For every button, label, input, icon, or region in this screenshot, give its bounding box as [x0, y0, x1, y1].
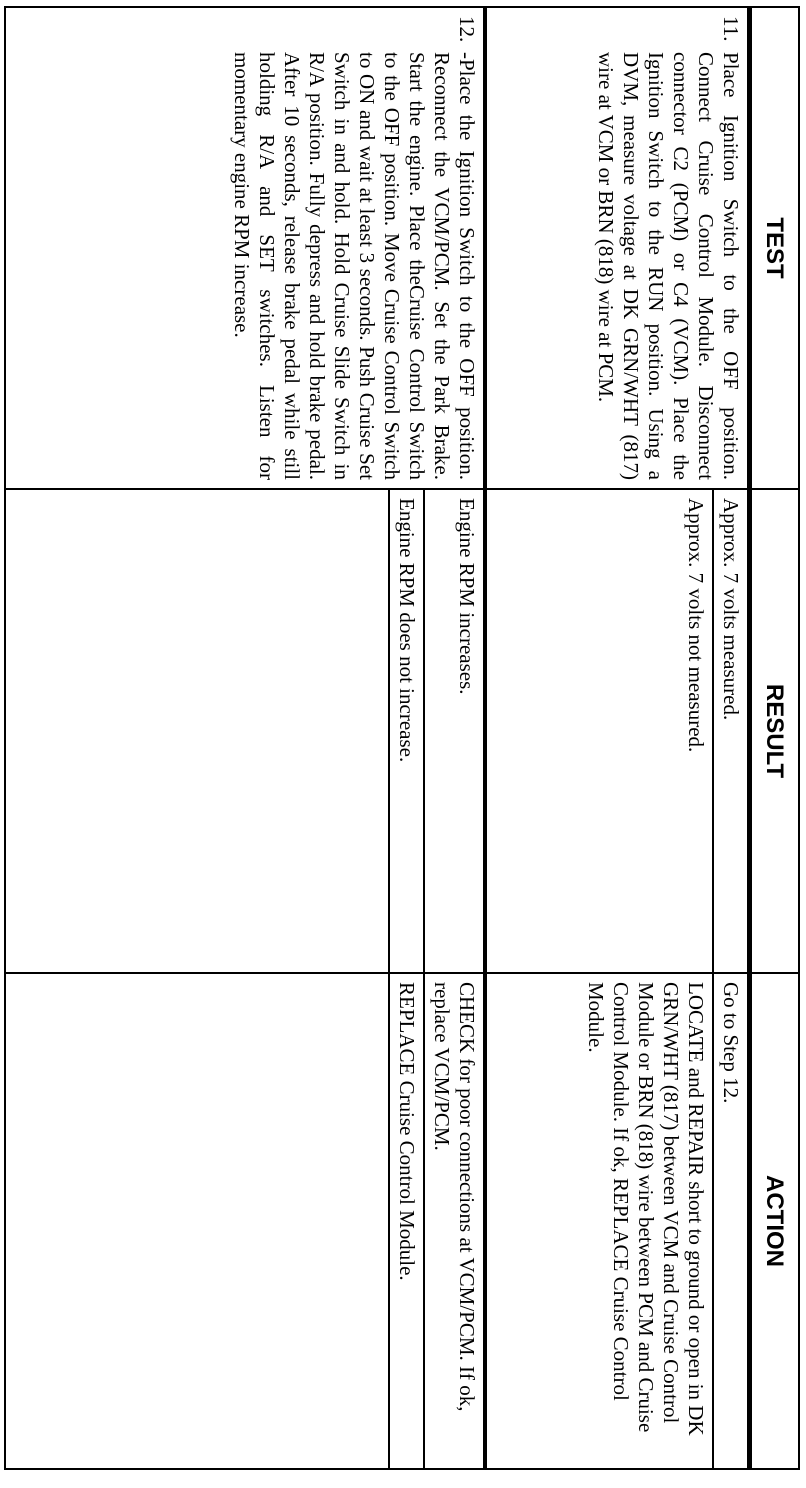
empty-result-cell	[5, 489, 389, 973]
step-number: 11.	[719, 16, 743, 42]
step-test-text: Place Ignition Switch to the OFF position. Connect Cruise Control Module. Disconnect connector C2 (PCM) or C4 (VCM). Place the Ignition Switch to the RUN position. Using a DVM, measure voltage at DK GRN/WHT (817) wire at VCM or BRN (818) wire at PCM.	[594, 52, 743, 480]
step-number: 12.	[455, 16, 479, 43]
step-12-result-1: Engine RPM increases.	[424, 489, 485, 973]
step-11-result-1: Approx. 7 volts measured.	[713, 489, 750, 973]
step-11-action-1: Go to Step 12.	[713, 973, 750, 1469]
step-11-test-cell	[485, 7, 750, 489]
header-result: RESULT	[750, 489, 800, 973]
header-action: ACTION	[750, 973, 800, 1469]
header-row	[750, 7, 800, 1469]
step-12-action-1: CHECK for poor connections at VCM/PCM. If ok, replace VCM/PCM.	[424, 973, 485, 1469]
step-test-text: -Place the Ignition Switch to the OFF position. Reconnect the VCM/PCM. Set the Park Brake. Start the engine. Place theCruise Control Switch to the OFF position. Move Cruise Control Switch to ON and wait at least 3 seconds. Push Cruise Set Switch in and hold. Hold Cruise Slide Switch in R/A position. Fully depress and hold brake pedal. After 10 seconds, release brake pedal while still holding R/A and SET switches. Listen for momentary engine RPM increase.	[230, 52, 479, 480]
step-12-test-cell	[5, 7, 485, 489]
empty-action-cell	[5, 973, 389, 1469]
step-11-action-2: LOCATE and REPAIR short to ground or open in DK GRN/WHT (817) between VCM and Cruise Control Module or BRN (818) wire between PCM and Cruise Control Module. If ok, REPLACE Cruise Control Module.	[485, 973, 713, 1469]
step-12-action-2: REPLACE Cruise Control Module.	[389, 973, 424, 1469]
diagnostic-table	[4, 6, 800, 1470]
step-12-result-2: Engine RPM does not increase.	[389, 489, 424, 973]
header-test: TEST	[750, 7, 800, 489]
table-row	[424, 7, 485, 1469]
step-11-result-2: Approx. 7 volts not measured.	[485, 489, 713, 973]
table-row	[713, 7, 750, 1469]
